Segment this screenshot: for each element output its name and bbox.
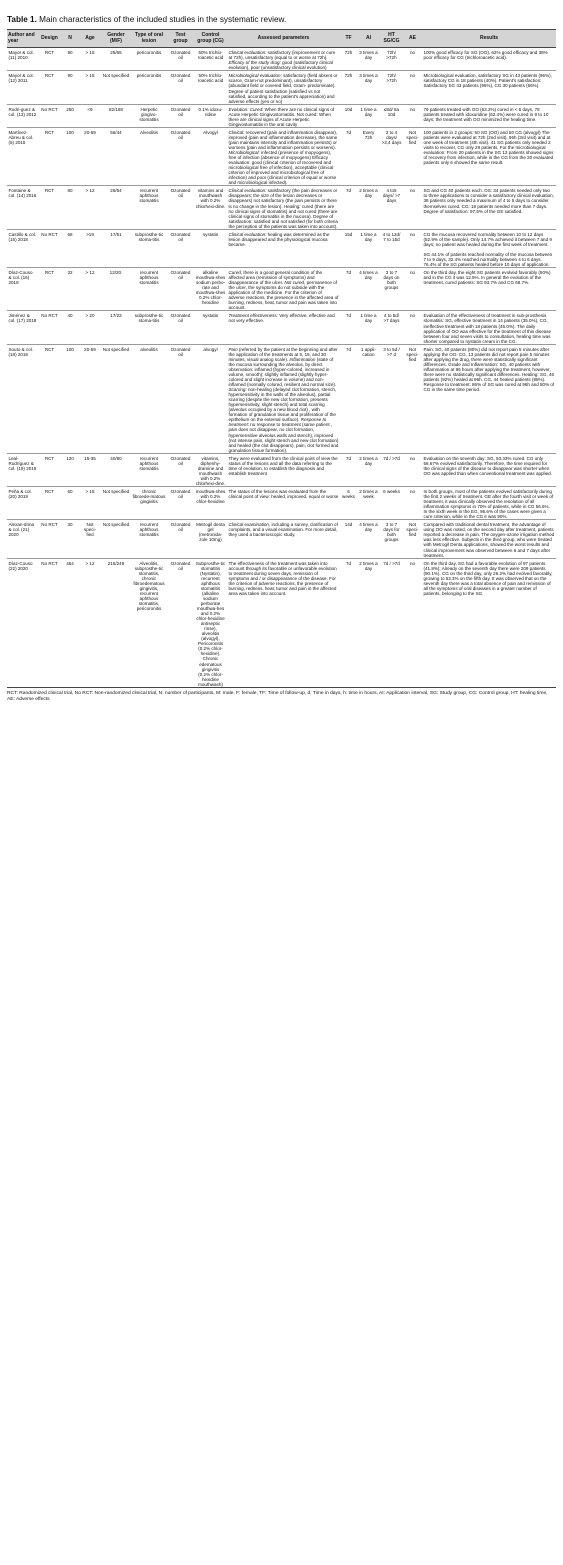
header-ai: AI bbox=[357, 30, 380, 48]
parameter-heading: Clinical evaluation: bbox=[228, 231, 267, 237]
cell-tf: 6 weeks bbox=[342, 488, 355, 500]
parameter-text: satisfactory (improvement or cure at 72h), unsatisfactory (equal to or worse at 72h). bbox=[228, 50, 336, 61]
parameter-text: permanence of the ulcer, the symptoms do not subside with the application of the medicine. For the criterion of adverse reactions, the presence in the affected area of burning, redness, heat, tumor and pain was taken into account. bbox=[228, 280, 339, 311]
cell-results bbox=[422, 104, 556, 127]
cell-ae: no bbox=[409, 313, 416, 319]
header-row bbox=[7, 30, 556, 48]
cell-control-group: nystatin bbox=[202, 231, 219, 237]
cell-tf: 7d bbox=[345, 129, 352, 135]
parameter-text: there is a good general condition of the affected area (remission of symptoms) and disappearance of the ulcer. bbox=[228, 270, 323, 286]
cell-gender: 25/65 bbox=[110, 50, 122, 56]
cell-assessed-parameters bbox=[227, 344, 340, 453]
table-title: Main characteristics of the included studies in the systematic review. bbox=[36, 15, 287, 24]
cell-assessed-parameters bbox=[227, 229, 340, 267]
parameter-text: The effectiveness of the treatment was taken into account through its favorable or unfavorable evolution to treatment during seven days, remission of symptoms and / or disappearance of the disease. For the criterion of adverse reactions, the presence of burning, redness, heat, tumor and pain in the affected area was taken into account. bbox=[228, 560, 337, 596]
cell-control-group: alvogyl bbox=[203, 346, 218, 352]
header-ae: AE bbox=[403, 30, 422, 48]
cell-ht: 3 to 5d / >7 d bbox=[383, 346, 400, 357]
cell-age: > 15 bbox=[85, 488, 95, 494]
cell-ai: 2 times a day bbox=[359, 560, 378, 571]
cell-age: > 15 bbox=[85, 50, 95, 56]
cell-lesion: pericoronitis bbox=[136, 73, 162, 79]
cell-control-group: vitamins and mouthwash with 0.2% chlorhexi-dine. bbox=[195, 188, 226, 209]
cell-n: 60 bbox=[67, 488, 73, 494]
cell-n: 90 bbox=[67, 73, 73, 79]
cell-lesion: recurrent aphthous stomatitis bbox=[139, 188, 159, 204]
cell-results bbox=[422, 268, 556, 311]
cell-design: RCT bbox=[44, 346, 55, 352]
cell-test-group: Ozonated oil bbox=[170, 270, 191, 281]
cell-lesion: chronic fibroede-matous gingivitis bbox=[132, 488, 166, 505]
cell-tf: 7d bbox=[345, 455, 352, 461]
cell-design: RCT bbox=[44, 488, 55, 494]
header-assessed-parameters: Assessed parameters bbox=[227, 30, 340, 48]
cell-tf: 7d bbox=[345, 560, 352, 566]
cell-age: 15-35 bbox=[84, 455, 96, 461]
cell-results bbox=[422, 486, 556, 519]
table-row bbox=[7, 486, 556, 519]
cell-design: RCT bbox=[44, 188, 55, 194]
cell-gender: 40/80 bbox=[110, 455, 122, 461]
cell-ht: 4 to 12d/ 7 to 15d bbox=[382, 231, 401, 242]
cell-tf: 7d bbox=[345, 188, 352, 194]
cell-ae: no bbox=[409, 73, 416, 79]
cell-gender: 17/23 bbox=[110, 313, 122, 319]
cell-n: 90 bbox=[67, 50, 73, 56]
cell-assessed-parameters bbox=[227, 71, 340, 104]
cell-lesion: alveolitis bbox=[140, 346, 158, 352]
cell-age: 20-59 bbox=[84, 129, 96, 135]
cell-ai: 4 times a day bbox=[359, 270, 378, 281]
cell-author: Díaz-Couso (22) 2020 bbox=[8, 560, 33, 571]
cell-test-group: Ozonated oil bbox=[170, 522, 191, 533]
results-text: Pain: SG, 40 patients (80%) did not report pain 5 minutes after applying the OO. CG, 13 patients did not report pain 5 minutes after applying the drug, there were statistically significant differences. Grade and Inflammation: SG, 40 patients with inflammation at 96 hours after applying the treatment, however, there were no statistically significant differences. Healing: SG, 46 patients (92%) healed at 96h. CG, 44 healed patients (88%). Response to treatment: 86% of SG was cured at 96h and 80% of CG in the same time period. bbox=[423, 346, 555, 393]
cell-results bbox=[422, 344, 556, 453]
header-control-group: Control group (CG) bbox=[194, 30, 227, 48]
table-body bbox=[7, 48, 556, 688]
cell-results bbox=[422, 186, 556, 229]
cell-test-group: Ozonated oil bbox=[170, 129, 191, 140]
cell-results bbox=[422, 71, 556, 104]
cell-test-group: Ozonated oil bbox=[170, 106, 191, 117]
cell-age: >19 bbox=[86, 231, 94, 237]
cell-lesion: subprosthe-tic stoma-titis bbox=[134, 231, 164, 242]
cell-assessed-parameters bbox=[227, 453, 340, 486]
cell-author: Díaz-Couso & col. (16) 2018 bbox=[8, 270, 33, 286]
parameter-heading: Evolution: Cured: bbox=[228, 106, 264, 112]
table-row bbox=[7, 453, 556, 486]
cell-design: RCT bbox=[44, 73, 55, 79]
cell-assessed-parameters bbox=[227, 486, 340, 519]
cell-control-group: 0.1% idoxu-ridine bbox=[198, 106, 223, 117]
cell-design: No RCT bbox=[41, 231, 58, 237]
cell-lesion: recurrent aphthous stomatitis bbox=[139, 522, 159, 538]
document-page bbox=[7, 14, 556, 703]
cell-assessed-parameters bbox=[227, 558, 340, 687]
cell-ht: 4 to5 days/ >7 days bbox=[382, 188, 401, 204]
cell-test-group: Ozonated oil bbox=[170, 560, 191, 571]
cell-design: RCT bbox=[44, 129, 55, 135]
cell-gender: 56/44 bbox=[110, 129, 122, 135]
table-row bbox=[7, 344, 556, 453]
cell-test-group: Ozonated oil bbox=[170, 455, 191, 466]
parameter-heading: Clinical: bbox=[228, 129, 245, 135]
table-row bbox=[7, 268, 556, 311]
cell-assessed-parameters bbox=[227, 186, 340, 229]
cell-control-group: nystatin bbox=[202, 313, 219, 319]
cell-results bbox=[422, 127, 556, 186]
parameter-heading: Clinical examination, bbox=[228, 522, 271, 528]
cell-assessed-parameters bbox=[227, 104, 340, 127]
table-row bbox=[7, 520, 556, 558]
parameter-text: good (satisfactory clinical evolution), poor (unsatisfactory clinical evolution) bbox=[228, 60, 333, 71]
cell-ae: no bbox=[409, 231, 416, 237]
cell-tf: 72h bbox=[344, 73, 353, 79]
results-text: On the third day, the eight SG patients evolved favorably (50%) and in the CG it was 12.5%. In general the evolution of the treatment, cured patients: SG 93.7% and CG 68.7%. bbox=[423, 270, 551, 286]
header-tf: TF bbox=[340, 30, 357, 48]
table-caption bbox=[7, 14, 556, 25]
cell-n: 40 bbox=[67, 313, 73, 319]
cell-ae: no bbox=[409, 270, 416, 276]
cell-author: Jiménez & col. (17) 2018 bbox=[8, 313, 37, 324]
cell-ht: ≤8d/ 8a 10d bbox=[383, 106, 400, 117]
table-header bbox=[7, 30, 556, 48]
header-lesion: Type of oral lesion bbox=[131, 30, 167, 48]
cell-gender: Not specified bbox=[102, 73, 130, 79]
parameter-heading: Treatment effectiveness: bbox=[228, 313, 278, 319]
results-text: Compared with traditional dental treatment, the advantage of using OO was noted, on the second day after treatment, patients reported a decrease in pain. The oxygen-ozone irrigation method was less effective. Subjects in the third group, who were treated with Metrogil Denta applications, showed the worst results and clinical improvement was observed between 6 and 7 days after treatment. bbox=[423, 522, 555, 558]
cell-control-group: Subprosthe-tic stomatitis (Nystatin), recurrent aphthous stomatitis (alkaline sodium perborate mouthwa-hes and 0.2% chlor-hexidine antiseptic rinse), alveolitis (alvogyl), Pericoronitis (0.2% chlor-hexidine). Chronic edematous gingivitis (0.2% chlor-hexidine mouthwash) bbox=[195, 560, 226, 687]
cell-author: Castillo & col. (15) 2018 bbox=[8, 231, 37, 242]
cell-ai: 2 times a day bbox=[359, 455, 378, 466]
parameter-text: satisfactory (the pain decreases or disappears; the size of the lesion decreases or disappears) not satisfactory (the pain persists or there is no change in the lesion). bbox=[228, 188, 338, 209]
header-age: Age bbox=[79, 30, 101, 48]
parameter-text: (state of the mucosa surrounding the alveolus, by direct observation: inflamed (hyper-colored, increased in volume, smooth); slightly inflamed (slightly hyper-colored and slight increase in volume) and non-inflamed (normally colored, resilient and normal size). bbox=[228, 356, 337, 388]
cell-design: No RCT bbox=[41, 560, 58, 566]
cell-gender: Not specified bbox=[102, 522, 130, 528]
cell-design: No RCT bbox=[41, 313, 58, 319]
results-text: Evaluation of the effectiveness of treatment in sub-prosthesis stomatitis: SG, effective treatment in 14 patients (35.0%), CG, ineffective treatment with 18 patients (45.0%). The daily application of OO was effective for the treatment of this disease between four and seven visits to consultation, healing time was shorter compared to nystatin cream in the CG. bbox=[423, 313, 552, 344]
parameter-heading: Pain bbox=[228, 346, 238, 352]
cell-age: > 12 bbox=[85, 560, 95, 566]
results-text: Evaluation on the seventh day: SG, 93.33% cured. CG only 56.67% evolved satisfactorily. Therefore, the time required for the clinical signs of the disease to disappear was shorter when OO was applied than when conventional treatment was applied. bbox=[423, 455, 552, 476]
cell-n: 32 bbox=[67, 270, 73, 276]
cell-n: 250 bbox=[66, 106, 74, 112]
cell-ae: no bbox=[409, 188, 416, 194]
cell-test-group: Ozonated oil bbox=[170, 73, 191, 84]
cell-n: 464 bbox=[66, 560, 74, 566]
cell-design: No RCT bbox=[41, 522, 58, 528]
cell-author: Mayor & col. (11) 2010 bbox=[8, 50, 34, 61]
table-row bbox=[7, 104, 556, 127]
header-n: N bbox=[61, 30, 79, 48]
cell-gender: Not specified bbox=[102, 488, 130, 494]
cell-tf: 7d bbox=[345, 346, 352, 352]
cell-assessed-parameters bbox=[227, 268, 340, 311]
cell-age: <9 bbox=[87, 106, 93, 112]
results-text: 100 patients in 2 groups: 50 SG (OO) and 50 CG (alvogyl) The patients were evaluated at 72h (2nd visit), 96h (3rd visit) and at one week of treatment (4th visit). 41 SG patients only needed 2 visits to recover, CG only 29 patients. For the microbiological evaluation: From 20 patients in the SG 13 patients showed signs of recovery from infection, while in the CG from the 20 evaluated patients only 6 showed the same result. bbox=[423, 129, 554, 166]
table-row bbox=[7, 558, 556, 687]
cell-ai: 4 times a day bbox=[359, 522, 378, 533]
cell-results bbox=[422, 558, 556, 687]
cell-n: 100 bbox=[66, 129, 74, 135]
table-row bbox=[7, 127, 556, 186]
cell-tf: 10d bbox=[344, 106, 353, 112]
header-ht: HT SG/CG bbox=[380, 30, 403, 48]
table-row bbox=[7, 48, 556, 71]
cell-ae: no bbox=[409, 560, 416, 566]
cell-control-group: mouthwa-shes with 0.2% chlor-hexidine bbox=[195, 488, 226, 505]
cell-ai: 3 times a day bbox=[359, 50, 378, 61]
parameter-text: They were evaluated from the clinical point of view the status of the lesions and all the data referring to the time of evolution, to establish the diagnosis and establish treatment bbox=[228, 455, 338, 476]
table-footnote: RCT: Randomized clinical trial, No RCT: Non-randomized clinical trial, N: number of participants, M: male, F: female, TF: Time of follow-up, d: Time in days, h: time in hours, AI: Application interval, SG: Study group, CG: Control group, HT: healing time, AE: Adverse effects bbox=[7, 690, 548, 702]
cell-results bbox=[422, 48, 556, 71]
cell-tf: 7d bbox=[345, 270, 352, 276]
table-row bbox=[7, 71, 556, 104]
cell-results bbox=[422, 453, 556, 486]
cell-age: > 15 bbox=[85, 73, 95, 79]
parameter-heading: Response to treatment: bbox=[228, 417, 327, 428]
cell-ai: 3 times a day bbox=[359, 73, 378, 84]
cell-author: Leal-Rodríguez & col. (19) 2019 bbox=[8, 455, 37, 471]
cell-n: 120 bbox=[66, 455, 74, 461]
parameter-heading: Inflammation bbox=[289, 356, 316, 362]
cell-test-group: Ozonated oil bbox=[170, 231, 191, 242]
cell-results bbox=[422, 520, 556, 558]
cell-gender: 82/168 bbox=[109, 106, 123, 112]
cell-ht: 72h/ >72h bbox=[386, 50, 397, 61]
parameter-heading: Efficacy of the study drug: bbox=[228, 60, 281, 66]
cell-age: > 12 bbox=[85, 270, 95, 276]
cell-lesion: Alveolitis, subprosthe-tic stomatitis, chronic fibroedematous gingivitis, recurrent aphthous stomatitis, pericoronitis bbox=[133, 560, 165, 612]
cell-control-group: 50% trichlo-roacetic acid bbox=[197, 73, 224, 84]
cell-test-group: Ozonated oil bbox=[170, 188, 191, 199]
cell-ht: 7d / >7d bbox=[383, 455, 400, 461]
cell-ae: no bbox=[409, 50, 416, 56]
table-row bbox=[7, 229, 556, 267]
cell-ai: 1 time a day bbox=[360, 231, 377, 242]
cell-author: Peña & col. (20) 2019 bbox=[8, 488, 32, 500]
cell-n: 100 bbox=[66, 346, 74, 352]
cell-gender: Not specified bbox=[102, 346, 130, 352]
parameter-heading: Clinical evaluation: bbox=[228, 50, 267, 56]
cell-author: Fontaine & col. (14) 2016 bbox=[8, 188, 37, 199]
cell-ae: Not speci-fied bbox=[406, 129, 419, 145]
cell-gender: 12/20. bbox=[109, 270, 123, 276]
cell-n: 30 bbox=[67, 522, 73, 528]
cell-ht: 3 to 7 days for both groups bbox=[383, 522, 400, 543]
cell-assessed-parameters bbox=[227, 311, 340, 344]
cell-control-group: Alvogyl bbox=[203, 129, 218, 135]
cell-ht: 6 weeks bbox=[383, 488, 400, 494]
cell-test-group: Ozonated oil bbox=[170, 488, 191, 500]
cell-ai: 1 time a day bbox=[360, 313, 377, 324]
cell-gender: 17/51 bbox=[110, 231, 122, 237]
cell-age: 20-59 bbox=[84, 346, 96, 352]
parameter-text: cured (there are no clinical signs of stomatitis) and not cured (there are clinical signs of stomatitis in the mucosa). Degree of satisfaction: satisfied and not satisfied (for both criteria the perception of the patients was taken into account). bbox=[228, 203, 338, 229]
cell-ai: 1 time a day bbox=[360, 106, 377, 117]
cell-age: > 12 bbox=[85, 188, 95, 194]
cell-author: Souto & col. (18) 2018 bbox=[8, 346, 34, 357]
parameter-text: (referred by the patient at the beginning and after the application of the treatments at 5, 15, and 30 minutes, visual analog scale). bbox=[228, 346, 338, 362]
cell-control-group: Metrogil denta gel (metronida-zole 10mg) bbox=[196, 522, 225, 543]
cell-ae: no bbox=[409, 455, 416, 461]
parameter-heading: Cured, bbox=[228, 270, 243, 276]
parameter-text: non-healing (delayed clot formation, stench, hypersensitivity in the walls of the alveolus), partial scarring (despite the new clot formation, presents hypersensitivity, slight stench) and total scarring (alveolus occupied by a new blood clot) , with formation of granulation tissue and proliferation of the epithelium on the external surface). bbox=[228, 387, 337, 423]
cell-ht: 72h/ >72h bbox=[386, 73, 397, 84]
parameter-text: recovered (pain and inflammation disappear), improved (pain and inflammation decrease), the same (pain maintains intensity and inflammation persists) or worsens (pain and inflammation persists or worsens). bbox=[228, 129, 338, 150]
cell-lesion: Herpetic gingivo-stomatitis bbox=[139, 106, 159, 122]
results-text: 100% good efficacy for SG (OO), 62% good efficacy and 38% poor efficacy for CG (trichloroacetic acid). bbox=[423, 50, 548, 61]
parameter-heading: Scarring: bbox=[228, 387, 247, 393]
header-test-group: Test group bbox=[167, 30, 194, 48]
cell-ht: 4 to 5d/ >7 days bbox=[383, 313, 400, 324]
parameter-heading: Microbiological evaluation: bbox=[228, 73, 282, 79]
cell-assessed-parameters bbox=[227, 48, 340, 71]
results-text: CG the mucosa recovered normality between 10 to 12 days (52.9% of the sample). Only 14.7% achieved it between 7 and 9 days; no patient was healed during the first week of treatment. SG 44.1% of patients reached normality of the mucosa between 7 to 9 days, 32.4% reached normality between 4 to 6 days. 76.4% of the SG patients healed before 10 days of application. bbox=[423, 231, 553, 268]
cell-ai: 1 appli-cation bbox=[361, 346, 376, 357]
cell-design: No RCT bbox=[41, 106, 58, 112]
cell-lesion: recurrent aphthous stomatitis bbox=[139, 270, 159, 286]
cell-control-group: 50% trichlo-roacetic acid bbox=[197, 50, 224, 61]
cell-author: Martínez-Abreu & col. (5) 2015 bbox=[8, 129, 34, 145]
studies-table bbox=[7, 29, 556, 688]
results-text: On the third day, SG had a favorable evolution of 97 patients (41.8%); Already on the seventh day there were 209 patients (90.1%). CG on the third day, only 26.2% had evolved favorably, growing to 53.3% on the fifth day. It was observed that on the seventh day there was a total absence of pain and remission of all the symptoms of oral diseases in a greater number of patients, belonging to the SG. bbox=[423, 560, 553, 596]
cell-tf: 14d bbox=[344, 522, 353, 528]
cell-tf: 15d bbox=[344, 231, 353, 237]
cell-ht: 3 to 4 days/ >3,4 days bbox=[381, 129, 402, 145]
cell-design: RCT bbox=[44, 455, 55, 461]
cell-lesion: subprosthe-tic stoma-titis bbox=[134, 313, 164, 324]
table-label: Table 1. bbox=[7, 15, 37, 24]
header-design: Design bbox=[38, 30, 61, 48]
parameter-heading: Not cured, bbox=[284, 280, 306, 286]
cell-test-group: Ozonated oil bbox=[170, 346, 191, 357]
parameter-text: healing was determined as the lesion disappeared and the physiological mucosa became. bbox=[228, 231, 330, 247]
parameter-heading: Healing: bbox=[283, 203, 301, 209]
table-row bbox=[7, 311, 556, 344]
cell-ae: Not speci-fied bbox=[406, 522, 419, 538]
header-gender: Gender (M/F) bbox=[101, 30, 131, 48]
header-results: Results bbox=[422, 30, 556, 48]
parameter-text: When there are no clinical signs of Acute Herpetic Gingivostomatitis. Not cured: When there are clinical signs of Acute Herpetic Gingivostomatitis in the oral cavity bbox=[228, 106, 335, 127]
parameter-heading: Microbiological: bbox=[228, 150, 260, 156]
parameter-text: Very effective, effective and not very effective. bbox=[228, 313, 335, 324]
results-text: Microbiological evaluation, satisfactory SG in 43 patients (96%), satisfactory CG in 18 patients (40%). Patient's satisfaction: Satisfactory SG 43 patients (96%), CG 30 patients (66%). bbox=[423, 73, 552, 89]
cell-lesion: Alveolitis bbox=[140, 129, 158, 135]
cell-assessed-parameters bbox=[227, 127, 340, 186]
parameter-text: satisfactory (field absent or scarce, Gram-not predominant), unsatisfactory (abundant field or covered field, Gram- predominate). Degree of patient satisfaction (satisfied vs not satisfied, according to the patient's appreciation) and adverse effects (yes or no) bbox=[228, 73, 338, 104]
cell-ae: no bbox=[409, 106, 416, 112]
cell-gender: 26/54 bbox=[110, 188, 122, 194]
cell-ai: 2 times a day bbox=[359, 188, 378, 199]
cell-gender: 215/249 bbox=[107, 560, 125, 566]
cell-lesion: pericoronitis bbox=[136, 50, 162, 56]
results-text: In both groups, most of the patients evolved satisfactorily during the first 2 weeks of treatment. GE after the fourth visit or week of treatment, it was clinically observed the resolution of all inflammation symptoms in 70% of patients, while in CG 56.6%. In the sixth week in the EG, 96.6% of the cases were given a cure criterion, while in the CG it was 90%. bbox=[423, 488, 554, 520]
cell-results bbox=[422, 229, 556, 267]
cell-results bbox=[422, 311, 556, 344]
cell-assessed-parameters bbox=[227, 520, 340, 558]
cell-age: Not speci-fied bbox=[83, 522, 97, 538]
cell-n: 68 bbox=[67, 231, 73, 237]
cell-age: > 20 bbox=[85, 313, 95, 319]
cell-control-group: vitamins, diphenhy-dramine and mouthwash with 0.2% chlorhexi-dine. bbox=[195, 455, 226, 486]
table-row bbox=[7, 186, 556, 229]
results-text: SG and CG 40 patients each. OS: 34 patients needed only two to three applications to consider a satisfactory clinical evaluation, 38 patients only needed a maximum of 4 to 5 days to consider themselves cured. CG: 18 patients needed more than 7 days. Degree of satisfaction: 97.5% of the GE satisfied. bbox=[423, 188, 554, 214]
cell-control-group: alkaline mouthwa-shes sodium perbo-rate and mouthwa-shes 0.2% chlor-hexidine bbox=[195, 270, 226, 306]
cell-ae: Not speci-fied bbox=[406, 346, 419, 362]
header-author: Author and year bbox=[7, 30, 38, 48]
cell-ae: no bbox=[409, 488, 416, 494]
cell-author: Mayor & col. (12) 2011 bbox=[8, 73, 34, 84]
cell-tf: 7d bbox=[345, 313, 352, 319]
results-text: 79 patients treated with OO (63.2%) cured in < 6 days, 78 patients treated with idoxuridine (62.4%) were cured in 9 to 10 days; the treatment with OO minimized the healing time. bbox=[423, 106, 549, 122]
parameter-text: no response to treatment (same patient , pain does not disappear, no clot formation, hypersensitive alveolus walls and stench), improved (not intense pain, slight stench and new clot formation) and healed (the clot disappears), pain, clot formed and granulation tissue formation). bbox=[228, 422, 339, 453]
cell-lesion: recurrent aphthous stomatitis bbox=[139, 455, 159, 471]
cell-author: Rodri-guez & col. (13) 2012 bbox=[8, 106, 37, 117]
cell-n: 80 bbox=[67, 188, 73, 194]
cell-author: Alexan-drina & col. (21) 2020 bbox=[8, 522, 35, 538]
cell-ht: 3 to 7 days on both groups bbox=[383, 270, 400, 291]
parameter-text: The status of the lesions was evaluated from the clinical point of view: healed, improved, equal or worse bbox=[228, 488, 339, 500]
cell-ai: Every 72h bbox=[362, 129, 375, 140]
cell-test-group: Ozonated oil bbox=[170, 313, 191, 324]
cell-design: RCT bbox=[44, 270, 55, 276]
cell-tf: 72h bbox=[344, 50, 353, 56]
cell-ht: 7d / >7d bbox=[383, 560, 400, 566]
parameter-heading: Clinical evaluation: bbox=[228, 188, 267, 194]
cell-ai: 2 times a week bbox=[359, 488, 378, 500]
parameter-text: including a survey, clarification of complaints, and a visual examination. For more detail, they used a bacterioscopic study. bbox=[228, 522, 338, 538]
cell-design: RCT bbox=[44, 50, 55, 56]
cell-test-group: Ozonated oil bbox=[170, 50, 191, 61]
parameter-text: infected (presence of mopyogens), free of infection (absence of mopyogens) Efficacy evaluation: good (clinical criterion of recovered and microbiological free of infection), acceptable (clinical criterion of improved and microbiological free of infection) and poor (clinical criterion of equal or worse and microbiological infected). bbox=[228, 150, 337, 186]
